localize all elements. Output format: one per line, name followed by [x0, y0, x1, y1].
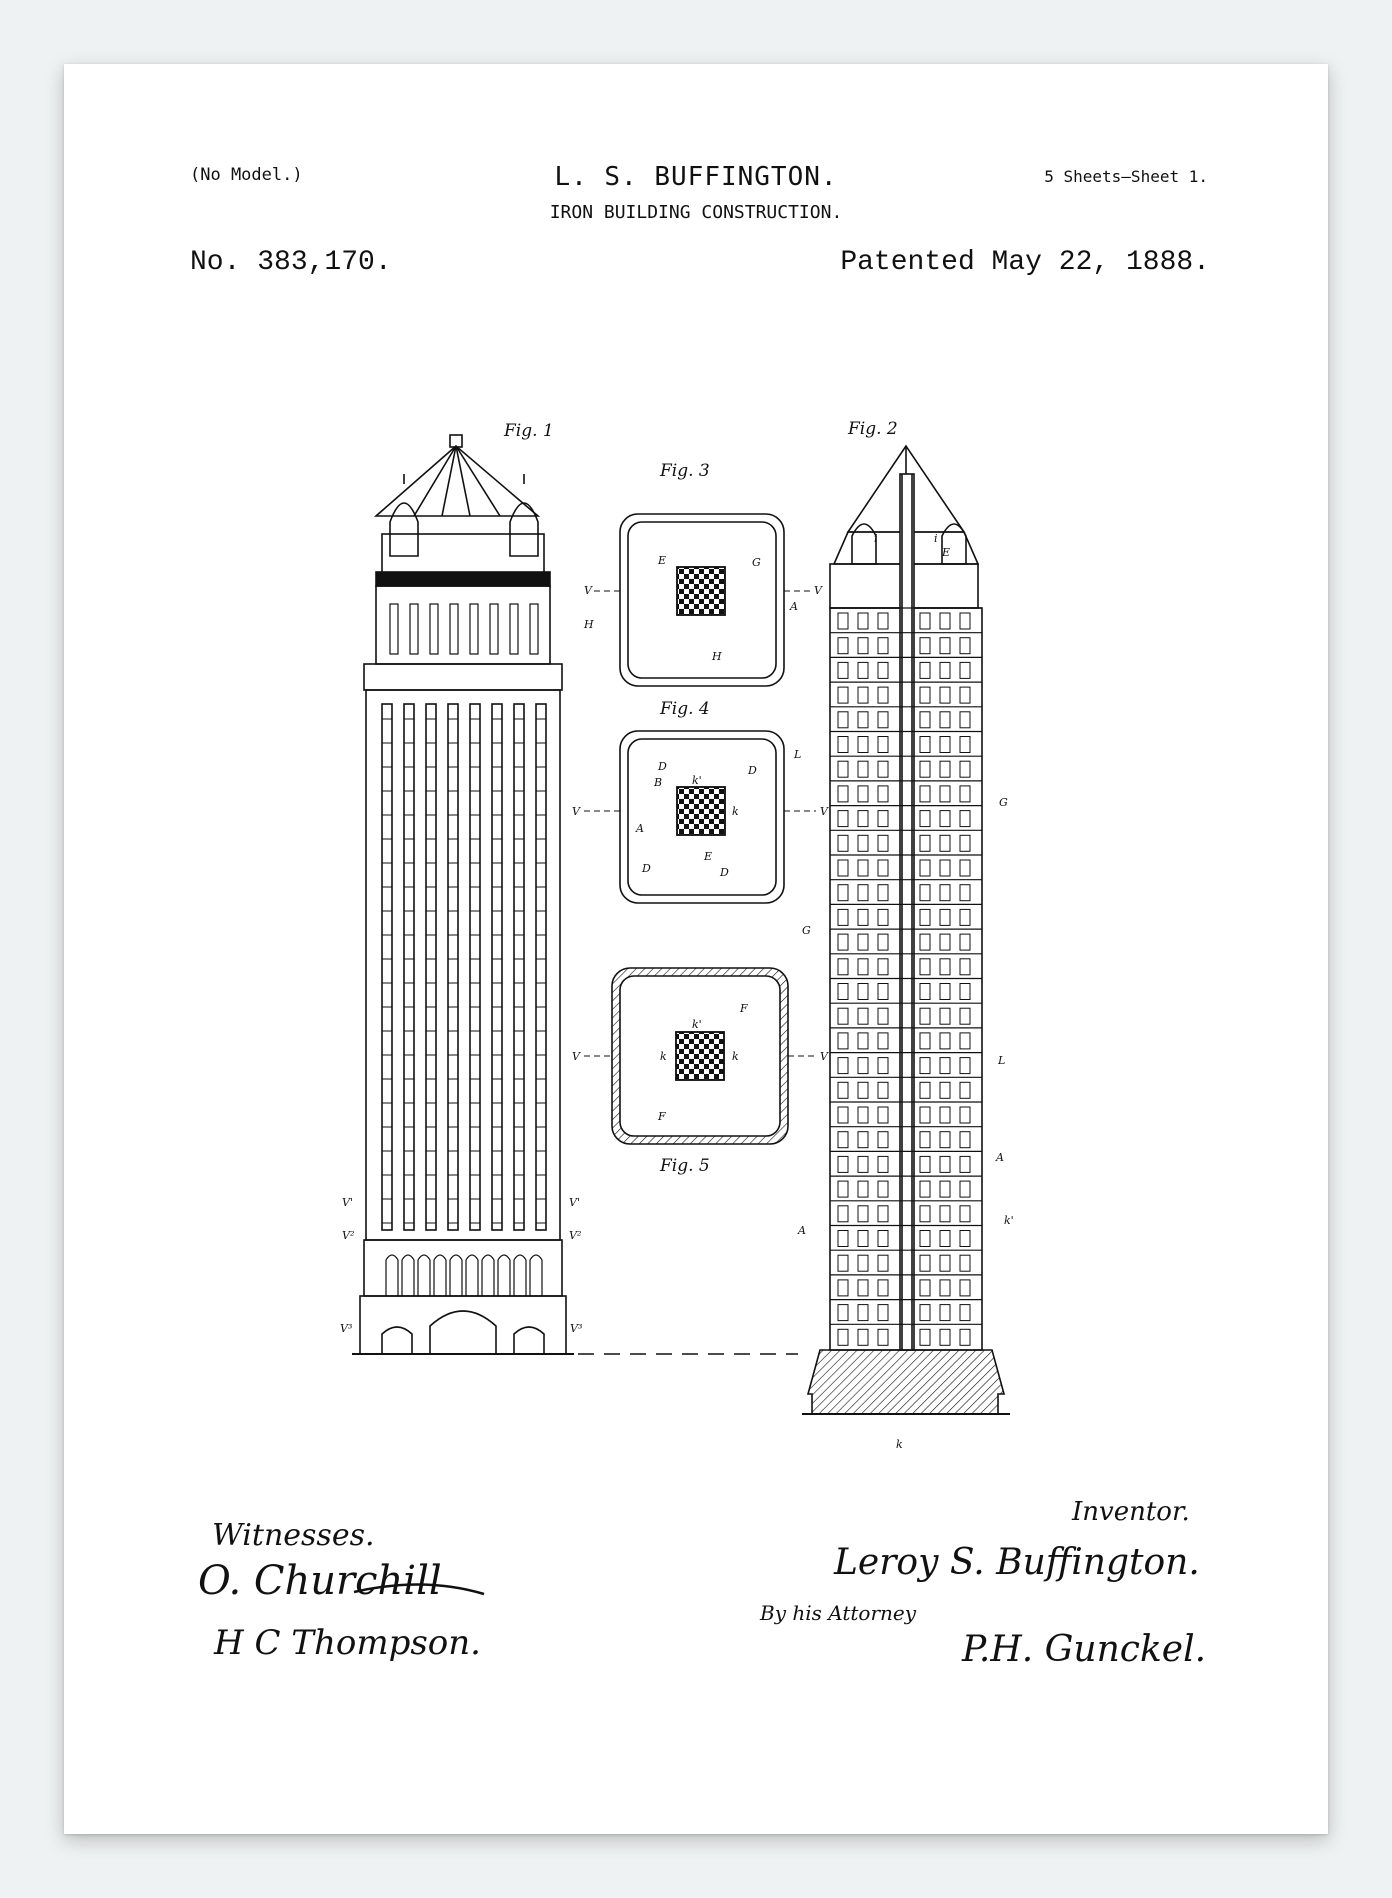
inventor-label: Inventor.: [1072, 1497, 1190, 1527]
ref-v3-left: V³: [340, 1322, 353, 1335]
fig3-caption: Fig. 3: [660, 461, 710, 481]
patent-drawing: [64, 64, 1328, 1834]
signature-block: [198, 1497, 1206, 1670]
fig5-ref-f-top: F: [740, 1002, 748, 1015]
fig1-elevation: [352, 435, 574, 1354]
fig3-ref-a: A: [790, 600, 798, 613]
fig5-ref-k-prime: k': [692, 1018, 702, 1031]
witnesses-label: Witnesses.: [212, 1518, 375, 1553]
patent-number: No. 383,170.: [190, 247, 392, 278]
ref-v1-right: V': [569, 1196, 580, 1209]
fig5-ref-f-bottom: F: [658, 1110, 666, 1123]
fig2-section: [802, 446, 1010, 1414]
fig4-ref-d4: D: [720, 866, 729, 879]
fig4-plan: [620, 731, 784, 903]
fig4-ref-v-right: V: [820, 805, 828, 818]
ref-g-right: G: [999, 796, 1008, 809]
sheet-count: 5 Sheets—Sheet 1.: [1044, 167, 1208, 186]
fig5-plan: [612, 968, 788, 1144]
ref-k-prime: k': [1004, 1214, 1014, 1227]
fig4-ref-d3: D: [642, 862, 651, 875]
fig1-caption: Fig. 1: [504, 421, 554, 441]
fig3-ref-h-bottom: H: [712, 650, 722, 663]
fig4-ref-v-left: V: [572, 805, 580, 818]
fig5-ref-v-right: V: [820, 1050, 828, 1063]
ref-l-bottom: L: [998, 1054, 1006, 1067]
attorney-signature: P.H. Gunckel.: [962, 1629, 1207, 1670]
fig4-ref-d2: D: [748, 764, 757, 777]
ref-v1-left: V': [342, 1196, 353, 1209]
inventor-heading: L. S. BUFFINGTON.: [554, 162, 838, 192]
ref-i-right: i: [934, 532, 938, 545]
no-model-label: (No Model.): [190, 165, 303, 185]
ref-g-left: G: [802, 924, 811, 937]
witness-1-signature: O. Churchill: [198, 1558, 442, 1604]
witness-2-signature: H C Thompson.: [214, 1623, 481, 1663]
fig3-plan: [620, 514, 784, 686]
ref-v3-right: V³: [570, 1322, 583, 1335]
patent-date: Patented May 22, 1888.: [840, 247, 1210, 278]
fig3-ref-g: G: [752, 556, 761, 569]
ref-a-left: A: [798, 1224, 806, 1237]
fig5-caption: Fig. 5: [660, 1156, 710, 1176]
fig3-ref-e: E: [658, 554, 667, 567]
fig4-ref-k-prime: k': [692, 774, 702, 787]
ref-a-right: A: [996, 1151, 1004, 1164]
fig3-ref-v-left: V: [584, 584, 592, 597]
ref-v2-left: V²: [342, 1229, 355, 1242]
fig3-ref-h-left: H: [584, 618, 594, 631]
fig4-ref-e: E: [704, 850, 713, 863]
ref-i-left: i: [874, 532, 878, 545]
fig4-caption: Fig. 4: [660, 699, 710, 719]
inventor-signature: Leroy S. Buffington.: [834, 1542, 1200, 1583]
ref-e: E: [942, 546, 951, 559]
fig4-ref-d1: D: [658, 760, 667, 773]
fig2-caption: Fig. 2: [848, 419, 898, 439]
invention-title: IRON BUILDING CONSTRUCTION.: [549, 202, 843, 223]
fig4-ref-a: A: [636, 822, 644, 835]
patent-sheet: [64, 64, 1328, 1834]
ref-k: k: [896, 1438, 903, 1451]
ref-v2-right: V²: [569, 1229, 582, 1242]
fig5-ref-k-left: k: [660, 1050, 667, 1063]
fig5-ref-v-left: V: [572, 1050, 580, 1063]
ref-l-top: L: [794, 748, 802, 761]
fig4-ref-b: B: [654, 776, 663, 789]
fig5-ref-k-right: k: [732, 1050, 739, 1063]
fig4-ref-k: k: [732, 805, 739, 818]
attorney-label: By his Attorney: [760, 1601, 917, 1625]
fig3-ref-v-right: V: [814, 584, 822, 597]
